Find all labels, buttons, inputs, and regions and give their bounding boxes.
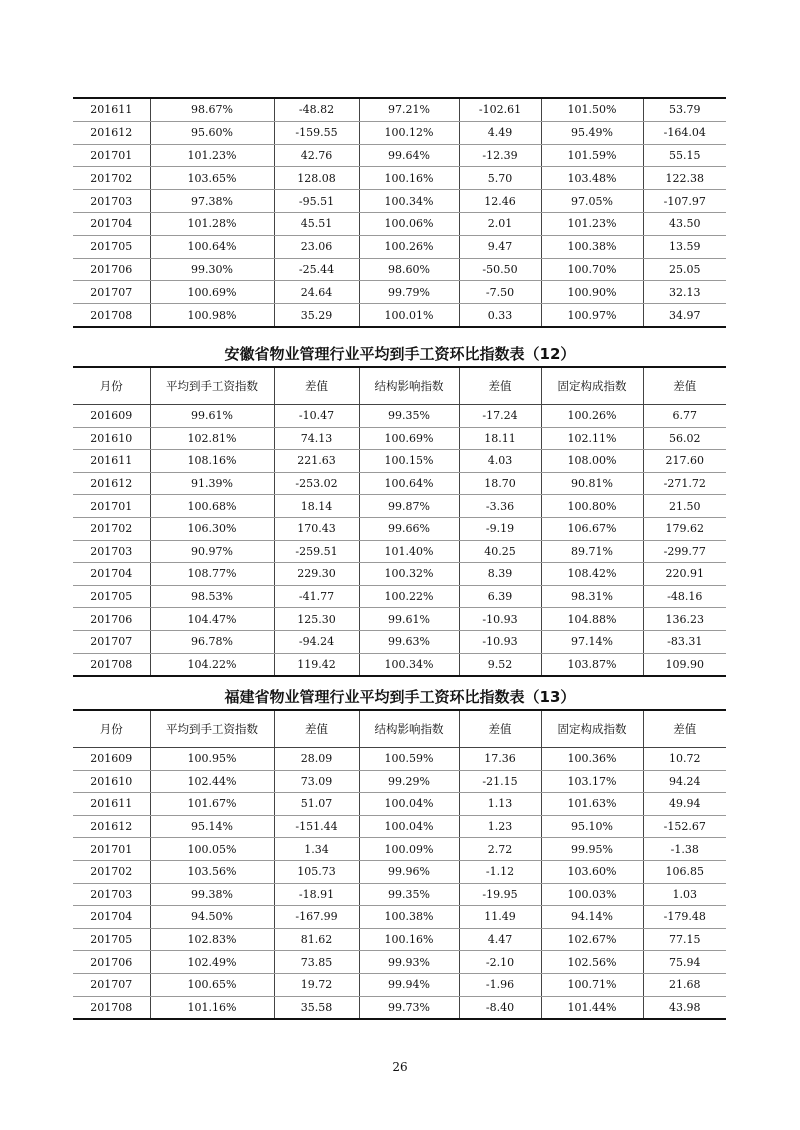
table-cell: 99.66% [359,517,459,540]
table-cell: 100.59% [359,748,459,771]
column-header: 月份 [73,367,150,405]
table-cell: 28.09 [274,748,359,771]
table-cell: 201612 [73,815,150,838]
table-cell: -21.15 [459,770,541,793]
table-row [73,427,726,450]
table-cell: 103.65% [150,167,274,190]
table-cell: 101.63% [541,793,643,816]
column-header: 平均到手工资指数 [150,367,274,405]
table-cell: 89.71% [541,540,643,563]
table-cell: 100.65% [150,973,274,996]
table-cell: 35.29 [274,304,359,327]
table-cell: 128.08 [274,167,359,190]
table-cell: 201611 [73,450,150,473]
table-cell: -94.24 [274,630,359,653]
table-header-row [73,710,726,748]
table-cell: 10.72 [643,748,726,771]
table-cell: 100.69% [150,281,274,304]
table-cell: 122.38 [643,167,726,190]
table-row [73,495,726,518]
table-cell: 201612 [73,472,150,495]
table-cell: 229.30 [274,563,359,586]
table-cell: 104.88% [541,608,643,631]
column-header: 结构影响指数 [359,367,459,405]
table-cell: 96.78% [150,630,274,653]
table-cell: 105.73 [274,860,359,883]
table-cell: 100.69% [359,427,459,450]
table-cell: -259.51 [274,540,359,563]
table-cell: 201708 [73,653,150,676]
table-cell: 201612 [73,121,150,144]
table-cell: 17.36 [459,748,541,771]
table-cell: -95.51 [274,190,359,213]
table-cell: 103.87% [541,653,643,676]
table-cell: 103.56% [150,860,274,883]
table-cell: 100.15% [359,450,459,473]
table-cell: 18.70 [459,472,541,495]
table-cell: 201704 [73,906,150,929]
table-cell: 12.46 [459,190,541,213]
table-cell: 100.04% [359,793,459,816]
table-cell: 9.47 [459,235,541,258]
table-cell: 43.50 [643,212,726,235]
table-cell: 102.44% [150,770,274,793]
table-cell: -2.10 [459,951,541,974]
table-row [73,838,726,861]
table-cell: 35.58 [274,996,359,1019]
table-cell: 100.32% [359,563,459,586]
table-cell: 201706 [73,608,150,631]
table-cell: 0.33 [459,304,541,327]
table-cell: 74.13 [274,427,359,450]
table-cell: 19.72 [274,973,359,996]
table-cell: 100.98% [150,304,274,327]
table-cell: -10.93 [459,608,541,631]
table-cell: 201702 [73,517,150,540]
table-cell: 101.40% [359,540,459,563]
table-cell: 101.23% [541,212,643,235]
table-cell: 77.15 [643,928,726,951]
table-cell: 99.30% [150,258,274,281]
table-cell: -50.50 [459,258,541,281]
table-cell: 100.68% [150,495,274,518]
table-cell: 99.64% [359,144,459,167]
table-cell: 201610 [73,770,150,793]
table-cell: 100.38% [541,235,643,258]
table-cell: 100.09% [359,838,459,861]
table-row [73,405,726,428]
table-cell: 100.16% [359,167,459,190]
table-row [73,258,726,281]
table-cell: 97.38% [150,190,274,213]
table-cell: 73.85 [274,951,359,974]
table-cell: -48.82 [274,98,359,121]
table-cell: 201701 [73,144,150,167]
table-cell: -19.95 [459,883,541,906]
table-cell: 99.94% [359,973,459,996]
table-cell: 201703 [73,540,150,563]
table-cell: 75.94 [643,951,726,974]
table-row [73,608,726,631]
table-cell: 106.30% [150,517,274,540]
table-cell: 201702 [73,860,150,883]
table-cell: 95.14% [150,815,274,838]
column-header: 差值 [459,710,541,748]
table-cell: -152.67 [643,815,726,838]
table-cell: 102.81% [150,427,274,450]
table-row [73,653,726,676]
table-cell: 100.12% [359,121,459,144]
column-header: 差值 [274,367,359,405]
table-cell: 221.63 [274,450,359,473]
table-cell: -179.48 [643,906,726,929]
table-row [73,973,726,996]
table-cell: 97.21% [359,98,459,121]
table-cell: -151.44 [274,815,359,838]
table-cell: 100.34% [359,190,459,213]
table-cell: 94.24 [643,770,726,793]
table-cell: 18.14 [274,495,359,518]
table-cell: 90.97% [150,540,274,563]
table-row [73,585,726,608]
table-cell: 99.61% [359,608,459,631]
table-cell: 95.60% [150,121,274,144]
table-cell: 99.61% [150,405,274,428]
table-row [73,450,726,473]
table-cell: 99.96% [359,860,459,883]
table-cell: 1.13 [459,793,541,816]
table-cell: 170.43 [274,517,359,540]
table-cell: 102.56% [541,951,643,974]
table-cell: 201611 [73,793,150,816]
table-header-row [73,367,726,405]
table-row [73,121,726,144]
table-cell: 136.23 [643,608,726,631]
table-cell: 43.98 [669,1000,701,1014]
table-cell: 99.73% [359,996,459,1019]
table-cell: -83.31 [643,630,726,653]
table-cell: 2.72 [459,838,541,861]
table-cell: 102.49% [150,951,274,974]
table-1-continued [73,97,726,328]
table-row [73,815,726,838]
table-cell: 102.11% [541,427,643,450]
table-cell: 2.01 [459,212,541,235]
table-cell: 1.03 [643,883,726,906]
table-cell: -41.77 [274,585,359,608]
table-cell: 201706 [73,951,150,974]
table-cell: 102.67% [541,928,643,951]
table-cell: 97.14% [541,630,643,653]
table-cell: 40.25 [459,540,541,563]
table-row [73,472,726,495]
column-header: 平均到手工资指数 [150,710,274,748]
table-cell: 98.53% [150,585,274,608]
table-cell: -10.93 [459,630,541,653]
table-cell: 32.13 [643,281,726,304]
table-cell: -102.61 [459,98,541,121]
table-cell: 6.39 [459,585,541,608]
table-cell: 100.70% [541,258,643,281]
table-cell: 99.29% [359,770,459,793]
column-header: 固定构成指数 [541,710,643,748]
table-cell: 104.47% [150,608,274,631]
table-cell: 100.04% [359,815,459,838]
table-cell: 81.62 [274,928,359,951]
table-cell: 23.06 [274,235,359,258]
table-cell: 100.64% [150,235,274,258]
column-header: 差值 [643,367,726,405]
table-cell: 201708 [73,996,150,1019]
table-row [73,563,726,586]
table-cell: 73.09 [274,770,359,793]
table-cell: 95.10% [541,815,643,838]
table-cell: 99.35% [359,405,459,428]
table-row [73,996,726,1019]
table-2-title: 安徽省物业管理行业平均到手工资环比指数表（12） [224,345,576,363]
table-cell: 101.67% [150,793,274,816]
table-cell: -18.91 [274,883,359,906]
table-cell: 99.87% [359,495,459,518]
table-cell: 100.05% [150,838,274,861]
table-cell: -1.38 [643,838,726,861]
table-row [73,167,726,190]
table-cell: -159.55 [274,121,359,144]
table-cell: 34.97 [669,308,701,322]
table-cell: 201705 [73,235,150,258]
table-cell: 101.23% [150,144,274,167]
table-row [73,793,726,816]
table-row [73,304,726,327]
table-cell: 56.02 [643,427,726,450]
table-cell: 1.34 [274,838,359,861]
table-cell: 103.60% [541,860,643,883]
table-cell: 217.60 [643,450,726,473]
table-cell: 100.90% [541,281,643,304]
table-cell: 100.71% [541,973,643,996]
table-cell: 119.42 [274,653,359,676]
table-row [73,906,726,929]
fujian-wage-index-table [73,709,726,1020]
table-cell: 201610 [73,427,150,450]
table-row [73,883,726,906]
anhui-wage-index-table [73,366,726,677]
table-row [73,235,726,258]
table-cell: 21.50 [643,495,726,518]
table-cell: 109.90 [665,657,704,671]
table-cell: 100.06% [359,212,459,235]
table-cell: -12.39 [459,144,541,167]
column-header: 差值 [459,367,541,405]
table-cell: 108.16% [150,450,274,473]
table-cell: 99.79% [359,281,459,304]
table-cell: 11.49 [459,906,541,929]
table-row [73,540,726,563]
table-cell: 201707 [73,630,150,653]
column-header: 月份 [73,710,150,748]
table-row [73,212,726,235]
table-cell: 201704 [73,563,150,586]
table-cell: 108.00% [541,450,643,473]
table-cell: 8.39 [459,563,541,586]
table-cell: -1.12 [459,860,541,883]
table-cell: 100.16% [359,928,459,951]
table-cell: 100.26% [359,235,459,258]
table-cell: 98.60% [359,258,459,281]
table-cell: 201703 [73,190,150,213]
table-cell: 100.34% [359,653,459,676]
table-row [73,951,726,974]
table-cell: 4.47 [459,928,541,951]
table-cell: 100.22% [359,585,459,608]
table-cell: 99.38% [150,883,274,906]
table-row [73,98,726,121]
page-number: 26 [392,1060,408,1074]
table-cell: 108.77% [150,563,274,586]
column-header: 差值 [274,710,359,748]
table-cell: 125.30 [274,608,359,631]
table-cell: -25.44 [274,258,359,281]
table-cell: 90.81% [541,472,643,495]
table-cell: 101.28% [150,212,274,235]
table-cell: -299.77 [643,540,726,563]
table-cell: -3.36 [459,495,541,518]
table-cell: 103.48% [541,167,643,190]
table-cell: 201705 [73,928,150,951]
table-cell: 100.64% [359,472,459,495]
table-cell: -1.96 [459,973,541,996]
table-cell: 18.11 [459,427,541,450]
table-cell: 100.03% [541,883,643,906]
table-row [73,190,726,213]
table-cell: 103.17% [541,770,643,793]
table-cell: -107.97 [643,190,726,213]
table-cell: 201701 [73,838,150,861]
table-cell: 99.35% [359,883,459,906]
table-cell: 201609 [73,748,150,771]
table-cell: -167.99 [274,906,359,929]
table-cell: 4.03 [459,450,541,473]
table-row [73,144,726,167]
table-cell: 51.07 [274,793,359,816]
table-cell: -253.02 [274,472,359,495]
table-cell: 101.50% [541,98,643,121]
table-row [73,281,726,304]
table-cell: 101.44% [541,996,643,1019]
table-cell: 201706 [73,258,150,281]
table-cell: 53.79 [643,98,726,121]
table-row [73,517,726,540]
table-cell: 104.22% [150,653,274,676]
table-cell: -8.40 [459,996,541,1019]
table-cell: 1.23 [459,815,541,838]
table-cell: 201702 [73,167,150,190]
table-cell: 100.97% [541,304,643,327]
table-cell: 25.05 [643,258,726,281]
table-cell: 45.51 [274,212,359,235]
table-cell: 201703 [73,883,150,906]
table-cell: -7.50 [459,281,541,304]
table-row [73,748,726,771]
table-cell: 100.01% [359,304,459,327]
table-cell: 100.38% [359,906,459,929]
table-cell: 106.85 [643,860,726,883]
table-cell: 201707 [73,973,150,996]
table-cell: 201611 [73,98,150,121]
table-cell: 4.49 [459,121,541,144]
table-cell: 201705 [73,585,150,608]
table-cell: 201707 [73,281,150,304]
table-cell: 99.93% [359,951,459,974]
table-cell: 201609 [73,405,150,428]
table-row [73,630,726,653]
table-cell: 55.15 [643,144,726,167]
table-cell: 102.83% [150,928,274,951]
table-cell: -17.24 [459,405,541,428]
column-header: 差值 [643,710,726,748]
table-cell: 98.31% [541,585,643,608]
table-cell: 99.95% [541,838,643,861]
table-cell: 49.94 [643,793,726,816]
table-cell: -9.19 [459,517,541,540]
table-cell: 24.64 [274,281,359,304]
table-cell: 94.14% [541,906,643,929]
table-cell: 220.91 [643,563,726,586]
table-cell: -48.16 [643,585,726,608]
table-cell: -10.47 [274,405,359,428]
table-cell: 106.67% [541,517,643,540]
column-header: 结构影响指数 [359,710,459,748]
table-cell: 5.70 [459,167,541,190]
table-cell: 95.49% [541,121,643,144]
table-cell: 201708 [73,304,150,327]
table-cell: 91.39% [150,472,274,495]
column-header: 固定构成指数 [541,367,643,405]
table-cell: 101.59% [541,144,643,167]
table-cell: 9.52 [459,653,541,676]
table-cell: 100.80% [541,495,643,518]
table-cell: 108.42% [541,563,643,586]
table-cell: 100.26% [541,405,643,428]
table-cell: 97.05% [541,190,643,213]
table-cell: 179.62 [643,517,726,540]
table-cell: 201704 [73,212,150,235]
table-cell: 21.68 [643,973,726,996]
table-cell: 100.36% [541,748,643,771]
table-cell: 101.16% [150,996,274,1019]
table-row [73,860,726,883]
table-3-title: 福建省物业管理行业平均到手工资环比指数表（13） [224,688,576,706]
table-row [73,928,726,951]
table-cell: -271.72 [643,472,726,495]
table-cell: 42.76 [274,144,359,167]
table-cell: 94.50% [150,906,274,929]
table-row [73,770,726,793]
table-cell: 100.95% [150,748,274,771]
table-cell: 6.77 [643,405,726,428]
table-cell: 13.59 [643,235,726,258]
table-cell: -164.04 [643,121,726,144]
table-cell: 98.67% [150,98,274,121]
table-cell: 201701 [73,495,150,518]
table-cell: 99.63% [359,630,459,653]
